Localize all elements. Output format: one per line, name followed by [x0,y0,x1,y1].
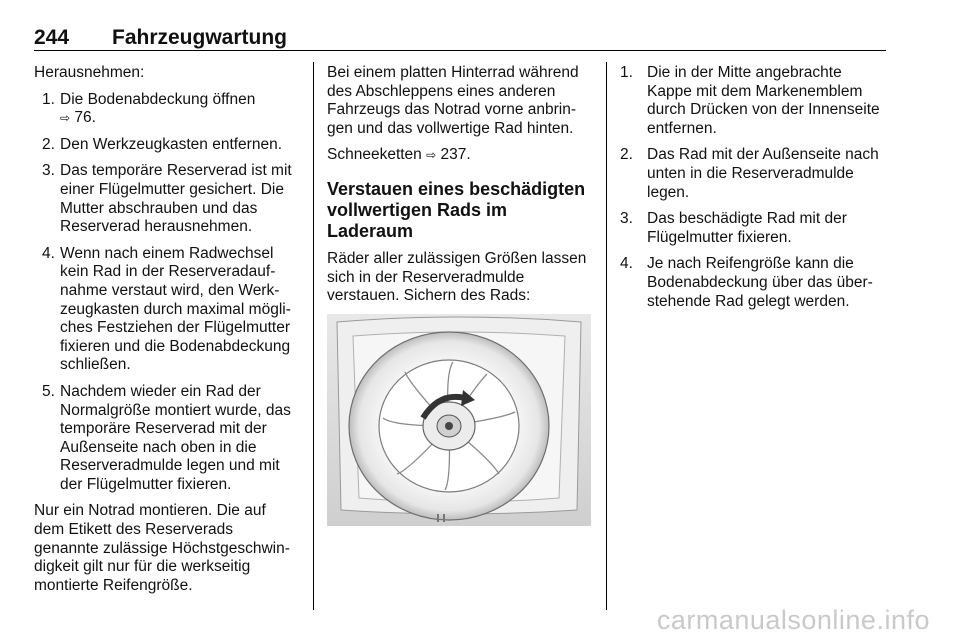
step-number: 3. [42,162,55,180]
list-item [620,210,886,247]
speed-note: Nur ein Notrad montieren. Die auf dem Etikett des Reserverads genannte zulässige Höchstgeschwindigkeit gilt nur für die werkseitig montierte Reifengröße. [34,502,290,594]
page-header [34,26,886,52]
watermark: carmanualsonline.info [656,605,930,635]
step-text: Die in der Mitte angebrachte Kappe mit dem Markenemblem durch Drücken von der Innenseite entfernen. [647,64,880,137]
page-number: 244 [34,26,70,49]
list-item [620,64,886,138]
storage-paragraph: Räder aller zulässigen Größen lassen sich in der Reserveradmulde verstauen. Sichern des Rads: [327,249,587,305]
page-ref-link[interactable]: 237. [440,146,471,164]
page-ref-icon: ⇨ [426,148,437,163]
column-right [620,64,886,319]
step-text: Das temporäre Reserverad ist mit einer Flügelmutter gesichert. Die Mutter abschrauben und das Reserverad herausnehmen. [60,162,292,236]
step-number: 4. [42,244,55,262]
step-text: Wenn nach einem Radwechsel kein Rad in der Reserveradaufnahme verstaut wird, den Werkzeugkasten durch maximal mögliches Festziehen der Flügelmutter fixieren und die Bodenabdeckung schließen. [60,244,291,374]
list-item [620,255,886,311]
step-text: Den Werkzeugkasten entfernen. [60,135,283,153]
step-number: 3. [620,210,633,228]
towing-paragraph: Bei einem platten Hinterrad während des Abschleppens eines anderen Fahrzeugs das Notrad vorne anbringen und das vollwertige Rad hinten. [327,64,579,137]
page-ref-link[interactable]: 76. [74,109,96,127]
page-ref-icon: ⇨ [60,111,71,126]
step-number: 5. [42,382,55,400]
step-text: Das Rad mit der Außenseite nach unten in die Reserveradmulde legen. [647,146,879,201]
step-number: 2. [42,135,55,153]
list-item [620,146,886,202]
step-text: Die Bodenabdeckung öffnen [60,90,256,108]
subsection-heading: Verstauen eines beschädigten vollwertigen Rads im Laderaum [327,178,586,241]
section-title: Fahrzeugwartung [112,26,288,49]
step-number: 1. [620,64,633,81]
list-item [34,383,300,495]
list-item [34,162,300,236]
list-item [34,136,300,155]
step-text: Nachdem wieder ein Rad der Normalgröße montiert wurde, das temporäre Reserverad mit der Außenseite nach oben in die Reserveradmulde legen und mit der Flügelmutter fixieren. [60,382,291,493]
list-item [34,245,300,375]
list-item [34,91,300,128]
column-divider [606,62,607,610]
removal-steps [34,91,300,495]
intro-text: Herausnehmen: [34,64,145,81]
step-number: 2. [620,146,633,164]
snow-chains-label: Schneeketten [327,146,422,164]
step-text: Je nach Reifengröße kann die Bodenabdeckung über das überstehende Rad gelegt werden. [647,255,873,310]
header-rule [34,50,886,51]
spare-wheel-illustration [327,314,591,526]
step-number: 1. [42,90,55,108]
column-divider [313,62,314,610]
step-text: Das beschädigte Rad mit der Flügelmutter fixieren. [647,210,847,246]
column-middle [327,64,593,526]
securing-steps [620,64,886,311]
snow-chains-reference [327,146,593,165]
column-left [34,64,300,603]
step-number: 4. [620,255,633,273]
